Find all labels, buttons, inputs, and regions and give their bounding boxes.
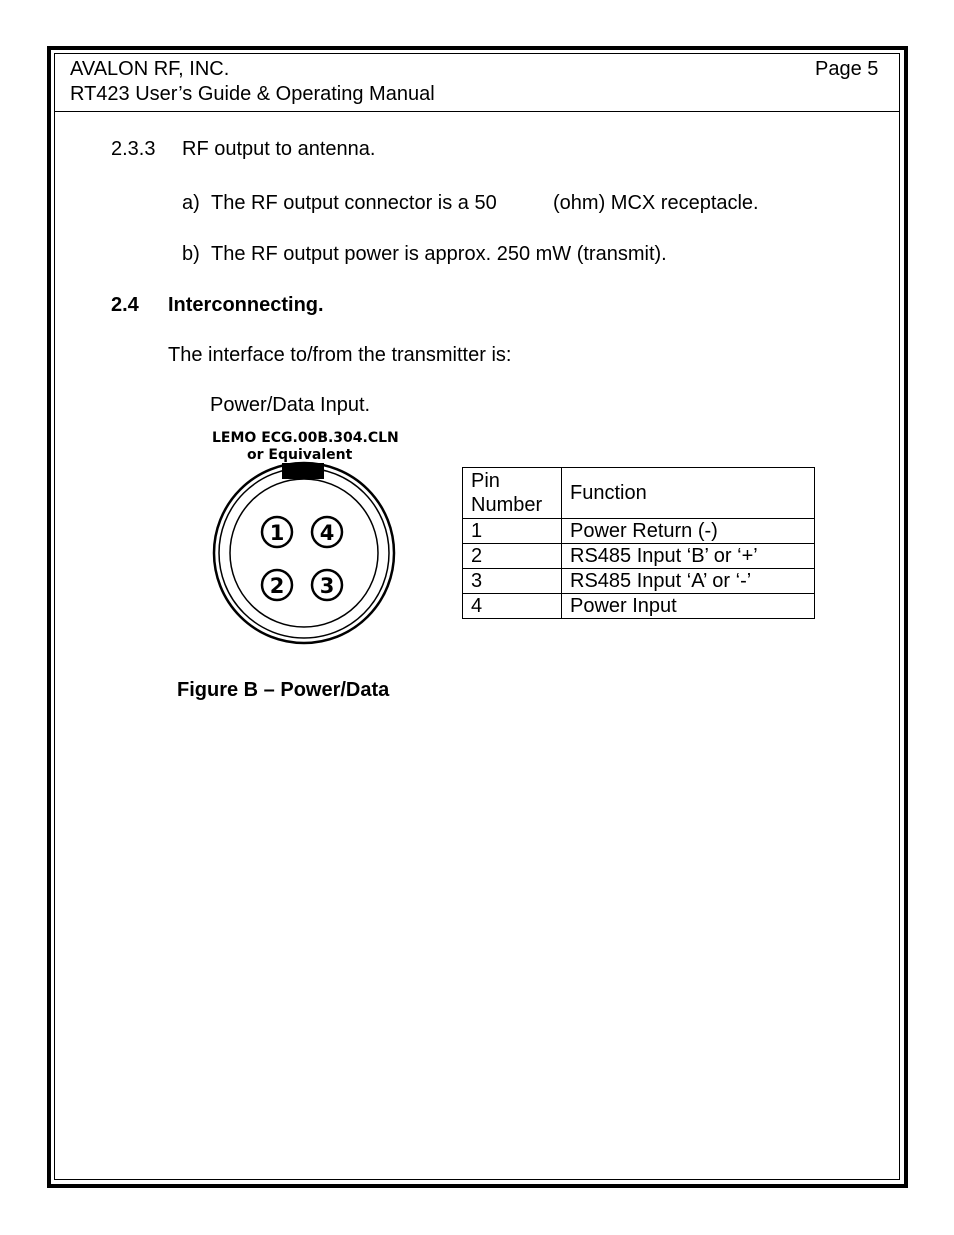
pin-4-label: 4 (319, 521, 335, 545)
connector-label-equivalent: or Equivalent (247, 447, 353, 463)
connector-middle-ring (219, 468, 389, 638)
section-title-2-4: Interconnecting. (168, 294, 324, 316)
pin-3-label: 3 (319, 574, 335, 598)
table-header-row (463, 468, 815, 519)
item-b-text: The RF output power is approx. 250 mW (transmit). (211, 243, 667, 265)
item-a-text-part2: (ohm) MCX receptacle. (553, 192, 759, 214)
connector-outer-ring (214, 463, 394, 643)
header-page-number: Page 5 (815, 58, 879, 80)
function-cell: RS485 Input ‘A’ or ‘-’ (562, 569, 815, 594)
function-cell: Power Return (-) (562, 519, 815, 544)
section-title-2-3-3: RF output to antenna. (182, 138, 376, 160)
pin-cell: 3 (463, 569, 562, 594)
item-a-marker: a) (182, 192, 200, 214)
header-divider (54, 111, 900, 112)
section-number-2-4: 2.4 (111, 294, 139, 316)
pin-1-label: 1 (269, 521, 285, 545)
pin-2-label: 2 (269, 574, 285, 598)
pin-4-marker (312, 517, 342, 547)
pin-function-table (462, 467, 815, 619)
table-row (463, 594, 815, 619)
figure-caption: Figure B – Power/Data (177, 679, 390, 701)
table-row (463, 569, 815, 594)
function-cell: Power Input (562, 594, 815, 619)
function-cell: RS485 Input ‘B’ or ‘+’ (562, 544, 815, 569)
connector-inner-ring (230, 479, 378, 627)
connector-key-notch (282, 463, 324, 479)
item-b-marker: b) (182, 243, 200, 265)
header-manual-title: RT423 User’s Guide & Operating Manual (70, 83, 435, 105)
header-company: AVALON RF, INC. (70, 58, 230, 80)
pin-cell: 2 (463, 544, 562, 569)
header-pin-line2: Number (471, 494, 543, 516)
header-function: Function (562, 468, 815, 519)
section-number-2-3-3: 2.3.3 (111, 138, 156, 160)
pin-cell: 4 (463, 594, 562, 619)
header-pin-line1: Pin (471, 470, 500, 492)
pin-2-marker (262, 570, 292, 600)
pin-cell: 1 (463, 519, 562, 544)
power-data-subheading: Power/Data Input. (210, 394, 371, 416)
item-a-text-part1: The RF output connector is a 50 (211, 192, 497, 214)
connector-diagram (205, 430, 405, 650)
connector-label-part: LEMO ECG.00B.304.CLN (212, 430, 399, 446)
interface-intro: The interface to/from the transmitter is: (168, 344, 512, 366)
pin-3-marker (312, 570, 342, 600)
pin-1-marker (262, 517, 292, 547)
table-row (463, 519, 815, 544)
header-pin-number (463, 468, 562, 519)
table-row (463, 544, 815, 569)
